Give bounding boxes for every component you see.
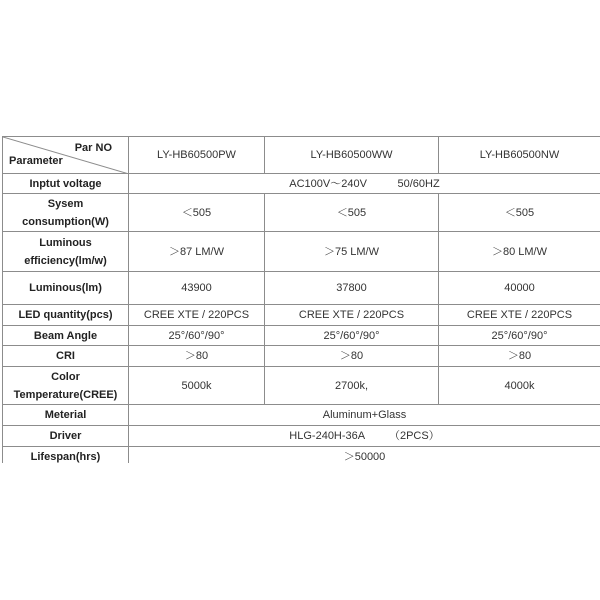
param-label: CRI — [3, 346, 129, 367]
row-cri — [3, 346, 600, 367]
consumption-nw: ＜505 — [439, 194, 600, 232]
row-luminous — [3, 272, 600, 305]
param-label: Color Temperature(CREE) — [3, 367, 129, 405]
led-qty-ww: CREE XTE / 220PCS — [265, 305, 439, 326]
header-par-no: Par NO — [74, 142, 112, 154]
row-input-voltage — [3, 174, 600, 194]
param-label: Sysem consumption(W) — [3, 194, 129, 232]
consumption-pw: ＜505 — [129, 194, 265, 232]
efficiency-ww: ＞75 LM/W — [265, 232, 439, 272]
header-parameter: Parameter — [9, 155, 63, 167]
color-temp-nw: 4000k — [439, 367, 600, 405]
param-label: Beam Angle — [3, 326, 129, 346]
led-qty-pw: CREE XTE / 220PCS — [129, 305, 265, 326]
row-efficiency — [3, 232, 600, 272]
row-driver — [3, 426, 600, 447]
model-header-pw: LY-HB60500PW — [129, 137, 265, 174]
luminous-ww: 37800 — [265, 272, 439, 305]
beam-nw: 25°/60°/90° — [439, 326, 600, 346]
color-temp-ww: 2700k, — [265, 367, 439, 405]
cri-pw: ＞80 — [129, 346, 265, 367]
param-label: Meterial — [3, 405, 129, 426]
beam-ww: 25°/60°/90° — [265, 326, 439, 346]
led-qty-nw: CREE XTE / 220PCS — [439, 305, 600, 326]
param-label: Inptut voltage — [3, 174, 129, 194]
row-beam-angle — [3, 326, 600, 346]
color-temp-pw: 5000k — [129, 367, 265, 405]
material-value: Aluminum+Glass — [129, 405, 600, 426]
row-color-temperature — [3, 367, 600, 405]
param-label: Luminous(lm) — [3, 272, 129, 305]
header-corner-cell — [3, 137, 129, 174]
cri-nw: ＞80 — [439, 346, 600, 367]
param-label: LED quantity(pcs) — [3, 305, 129, 326]
param-label: Luminous efficiency(lm/w) — [3, 232, 129, 272]
efficiency-pw: ＞87 LM/W — [129, 232, 265, 272]
driver-value: HLG-240H-36A （2PCS） — [129, 426, 600, 447]
page-bottom-whitespace — [0, 463, 600, 600]
spec-table — [2, 136, 600, 467]
row-led-quantity — [3, 305, 600, 326]
lifespan-value: ＞50000 — [129, 447, 600, 467]
beam-pw: 25°/60°/90° — [129, 326, 265, 346]
row-material — [3, 405, 600, 426]
model-header-nw: LY-HB60500NW — [439, 137, 600, 174]
luminous-pw: 43900 — [129, 272, 265, 305]
row-consumption — [3, 194, 600, 232]
efficiency-nw: ＞80 LM/W — [439, 232, 600, 272]
param-label: Lifespan(hrs) — [3, 447, 129, 467]
consumption-ww: ＜505 — [265, 194, 439, 232]
cri-ww: ＞80 — [265, 346, 439, 367]
model-header-ww: LY-HB60500WW — [265, 137, 439, 174]
param-label: Driver — [3, 426, 129, 447]
luminous-nw: 40000 — [439, 272, 600, 305]
input-voltage-value: AC100V～240V 50/60HZ — [129, 174, 600, 194]
header-row — [3, 137, 600, 174]
